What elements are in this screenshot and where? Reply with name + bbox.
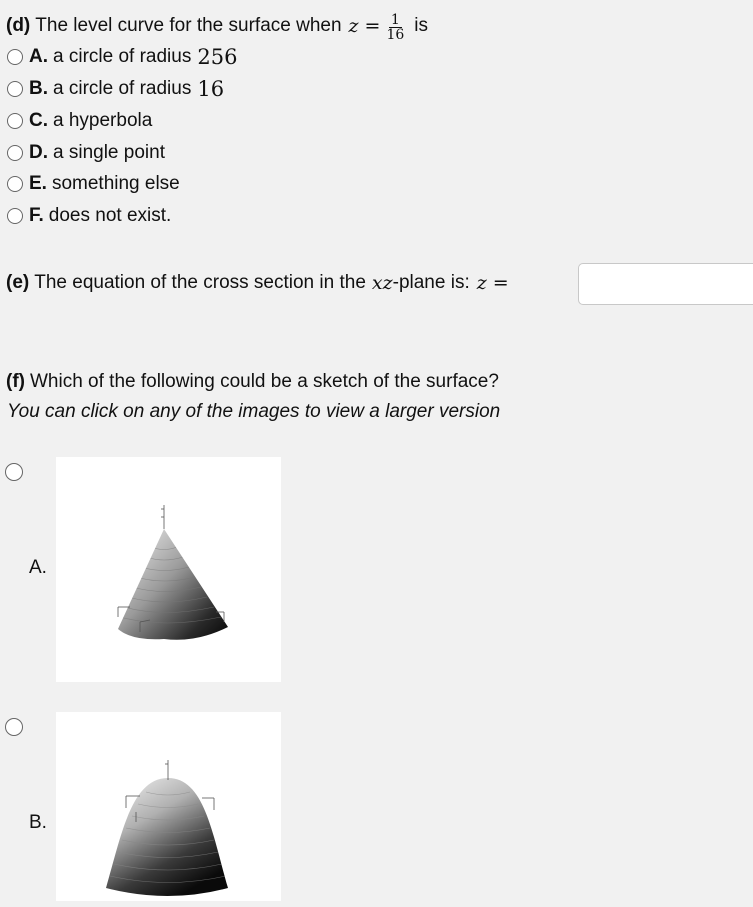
option-letter: B. bbox=[29, 78, 48, 99]
option-text: does not exist. bbox=[48, 205, 172, 226]
fraction-numerator: 1 bbox=[390, 12, 400, 28]
option-text: something else bbox=[51, 173, 180, 194]
question-f-text: Which of the following could be a sketch of the surface? bbox=[29, 371, 499, 392]
option-d-a[interactable] bbox=[7, 45, 237, 69]
option-text: a circle of radius bbox=[53, 46, 192, 67]
option-text: a single point bbox=[53, 142, 165, 163]
question-d-fraction bbox=[384, 13, 406, 42]
radio-button[interactable] bbox=[7, 208, 23, 224]
question-e-plane: xz bbox=[371, 272, 393, 294]
question-f-label: (f) bbox=[6, 371, 25, 392]
fraction-denominator: 16 bbox=[386, 27, 405, 43]
option-text: a hyperbola bbox=[53, 110, 153, 131]
question-d-equals: = bbox=[364, 14, 381, 37]
option-letter: F. bbox=[29, 205, 44, 226]
question-d-text: The level curve for the surface when bbox=[35, 14, 342, 36]
surface-image-a[interactable] bbox=[56, 457, 281, 682]
option-math: 16 bbox=[197, 77, 225, 101]
surface-image-b[interactable] bbox=[56, 712, 281, 901]
choice-b-label: B. bbox=[29, 812, 47, 833]
question-e-text-after: -plane is: bbox=[392, 272, 470, 293]
question-e bbox=[6, 272, 509, 294]
question-f-hint: You can click on any of the images to view a larger version bbox=[7, 401, 501, 422]
paraboloid-sketch-b bbox=[56, 712, 281, 901]
cone-sketch-a bbox=[56, 457, 281, 682]
radio-button[interactable] bbox=[7, 49, 23, 65]
question-d-variable: z bbox=[348, 14, 359, 37]
question-d-label: (d) bbox=[6, 14, 31, 36]
radio-button[interactable] bbox=[7, 145, 23, 161]
choice-a-label: A. bbox=[29, 557, 47, 578]
question-d-suffix: is bbox=[414, 14, 429, 36]
option-letter: A. bbox=[29, 46, 48, 67]
option-letter: D. bbox=[29, 142, 48, 163]
option-d-f[interactable] bbox=[7, 204, 171, 228]
radio-button-b[interactable] bbox=[5, 718, 23, 736]
radio-button-a[interactable] bbox=[5, 463, 23, 481]
option-math: 256 bbox=[197, 45, 238, 69]
option-text: a circle of radius bbox=[53, 78, 192, 99]
question-d bbox=[6, 11, 429, 43]
option-letter: E. bbox=[29, 173, 47, 194]
radio-button[interactable] bbox=[7, 113, 23, 129]
option-d-b[interactable] bbox=[7, 77, 224, 101]
question-e-label: (e) bbox=[6, 272, 30, 293]
option-d-e[interactable] bbox=[7, 172, 180, 196]
radio-button[interactable] bbox=[7, 176, 23, 192]
question-e-text: The equation of the cross section in the bbox=[34, 272, 366, 293]
option-d-c[interactable] bbox=[7, 109, 152, 133]
question-f bbox=[6, 371, 499, 393]
option-d-d[interactable] bbox=[7, 141, 165, 165]
option-letter: C. bbox=[29, 110, 48, 131]
question-e-variable: z bbox=[476, 272, 487, 294]
question-e-equals: = bbox=[492, 272, 509, 294]
answer-input[interactable] bbox=[578, 263, 753, 305]
radio-button[interactable] bbox=[7, 81, 23, 97]
